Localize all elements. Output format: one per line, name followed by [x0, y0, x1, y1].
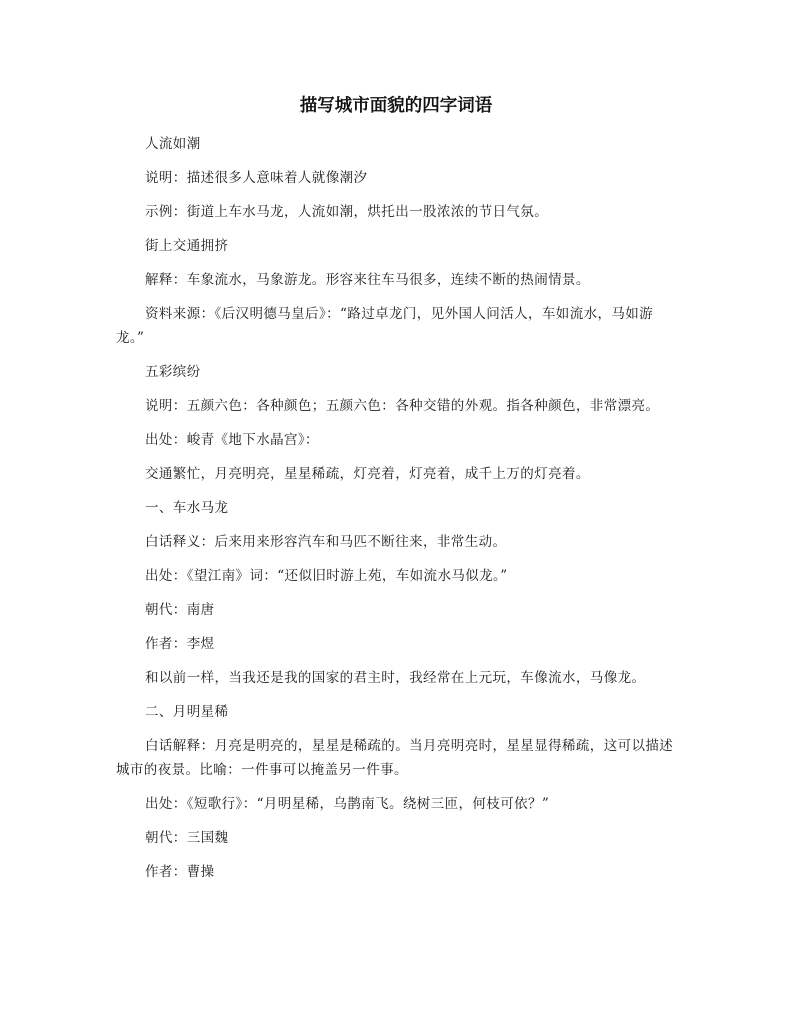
paragraph: 一、车水马龙: [145, 500, 229, 516]
paragraph: 解释：车象流水，马象游龙。形容来往车马很多，连续不断的热闹情景。: [145, 272, 590, 288]
document-title: 描写城市面貌的四字词语: [299, 96, 493, 116]
paragraph: 朝代：南唐: [145, 602, 215, 618]
paragraph: 朝代：三国魏: [145, 830, 229, 846]
paragraph: 五彩缤纷: [145, 364, 201, 380]
paragraph: 街上交通拥挤: [145, 238, 229, 254]
paragraph: 作者：李煜: [145, 636, 215, 652]
paragraph: 说明：描述很多人意味着人就像潮汐: [145, 170, 368, 186]
paragraph: 交通繁忙，月亮明亮，星星稀疏，灯亮着，灯亮着，成千上万的灯亮着。: [145, 466, 590, 482]
paragraph: 说明：五颜六色：各种颜色；五颜六色：各种交错的外观。指各种颜色，非常漂亮。: [145, 398, 660, 414]
paragraph: 资料来源：《后汉明德马皇后》：“路过卓龙门，见外国人问活人，车如流水，马如游龙。”: [116, 306, 654, 346]
paragraph: 示例：街道上车水马龙，人流如潮，烘托出一股浓浓的节日气氛。: [145, 204, 549, 220]
paragraph: 二、月明星稀: [145, 704, 229, 720]
paragraph: 白话释义：后来用来形容汽车和马匹不断往来，非常生动。: [145, 534, 507, 550]
paragraph: 人流如潮: [145, 136, 201, 152]
paragraph: 出处：《望江南》词：“还似旧时游上苑，车如流水马似龙。”: [145, 568, 508, 584]
paragraph: 和以前一样，当我还是我的国家的君主时，我经常在上元玩，车像流水，马像龙。: [145, 670, 646, 686]
paragraph: 出处：《短歌行》：“月明星稀，乌鹊南飞。绕树三匝，何枝可依？”: [145, 796, 550, 812]
document-body: [116, 132, 676, 894]
paragraph: 作者：曹操: [145, 864, 215, 880]
paragraph: 出处：峻青《地下水晶宫》：: [145, 432, 319, 448]
paragraph: 白话解释：月亮是明亮的，星星是稀疏的。当月亮明亮时，星星显得稀疏，这可以描述城市的夜景。比喻：一件事可以掩盖另一件事。: [116, 738, 674, 778]
